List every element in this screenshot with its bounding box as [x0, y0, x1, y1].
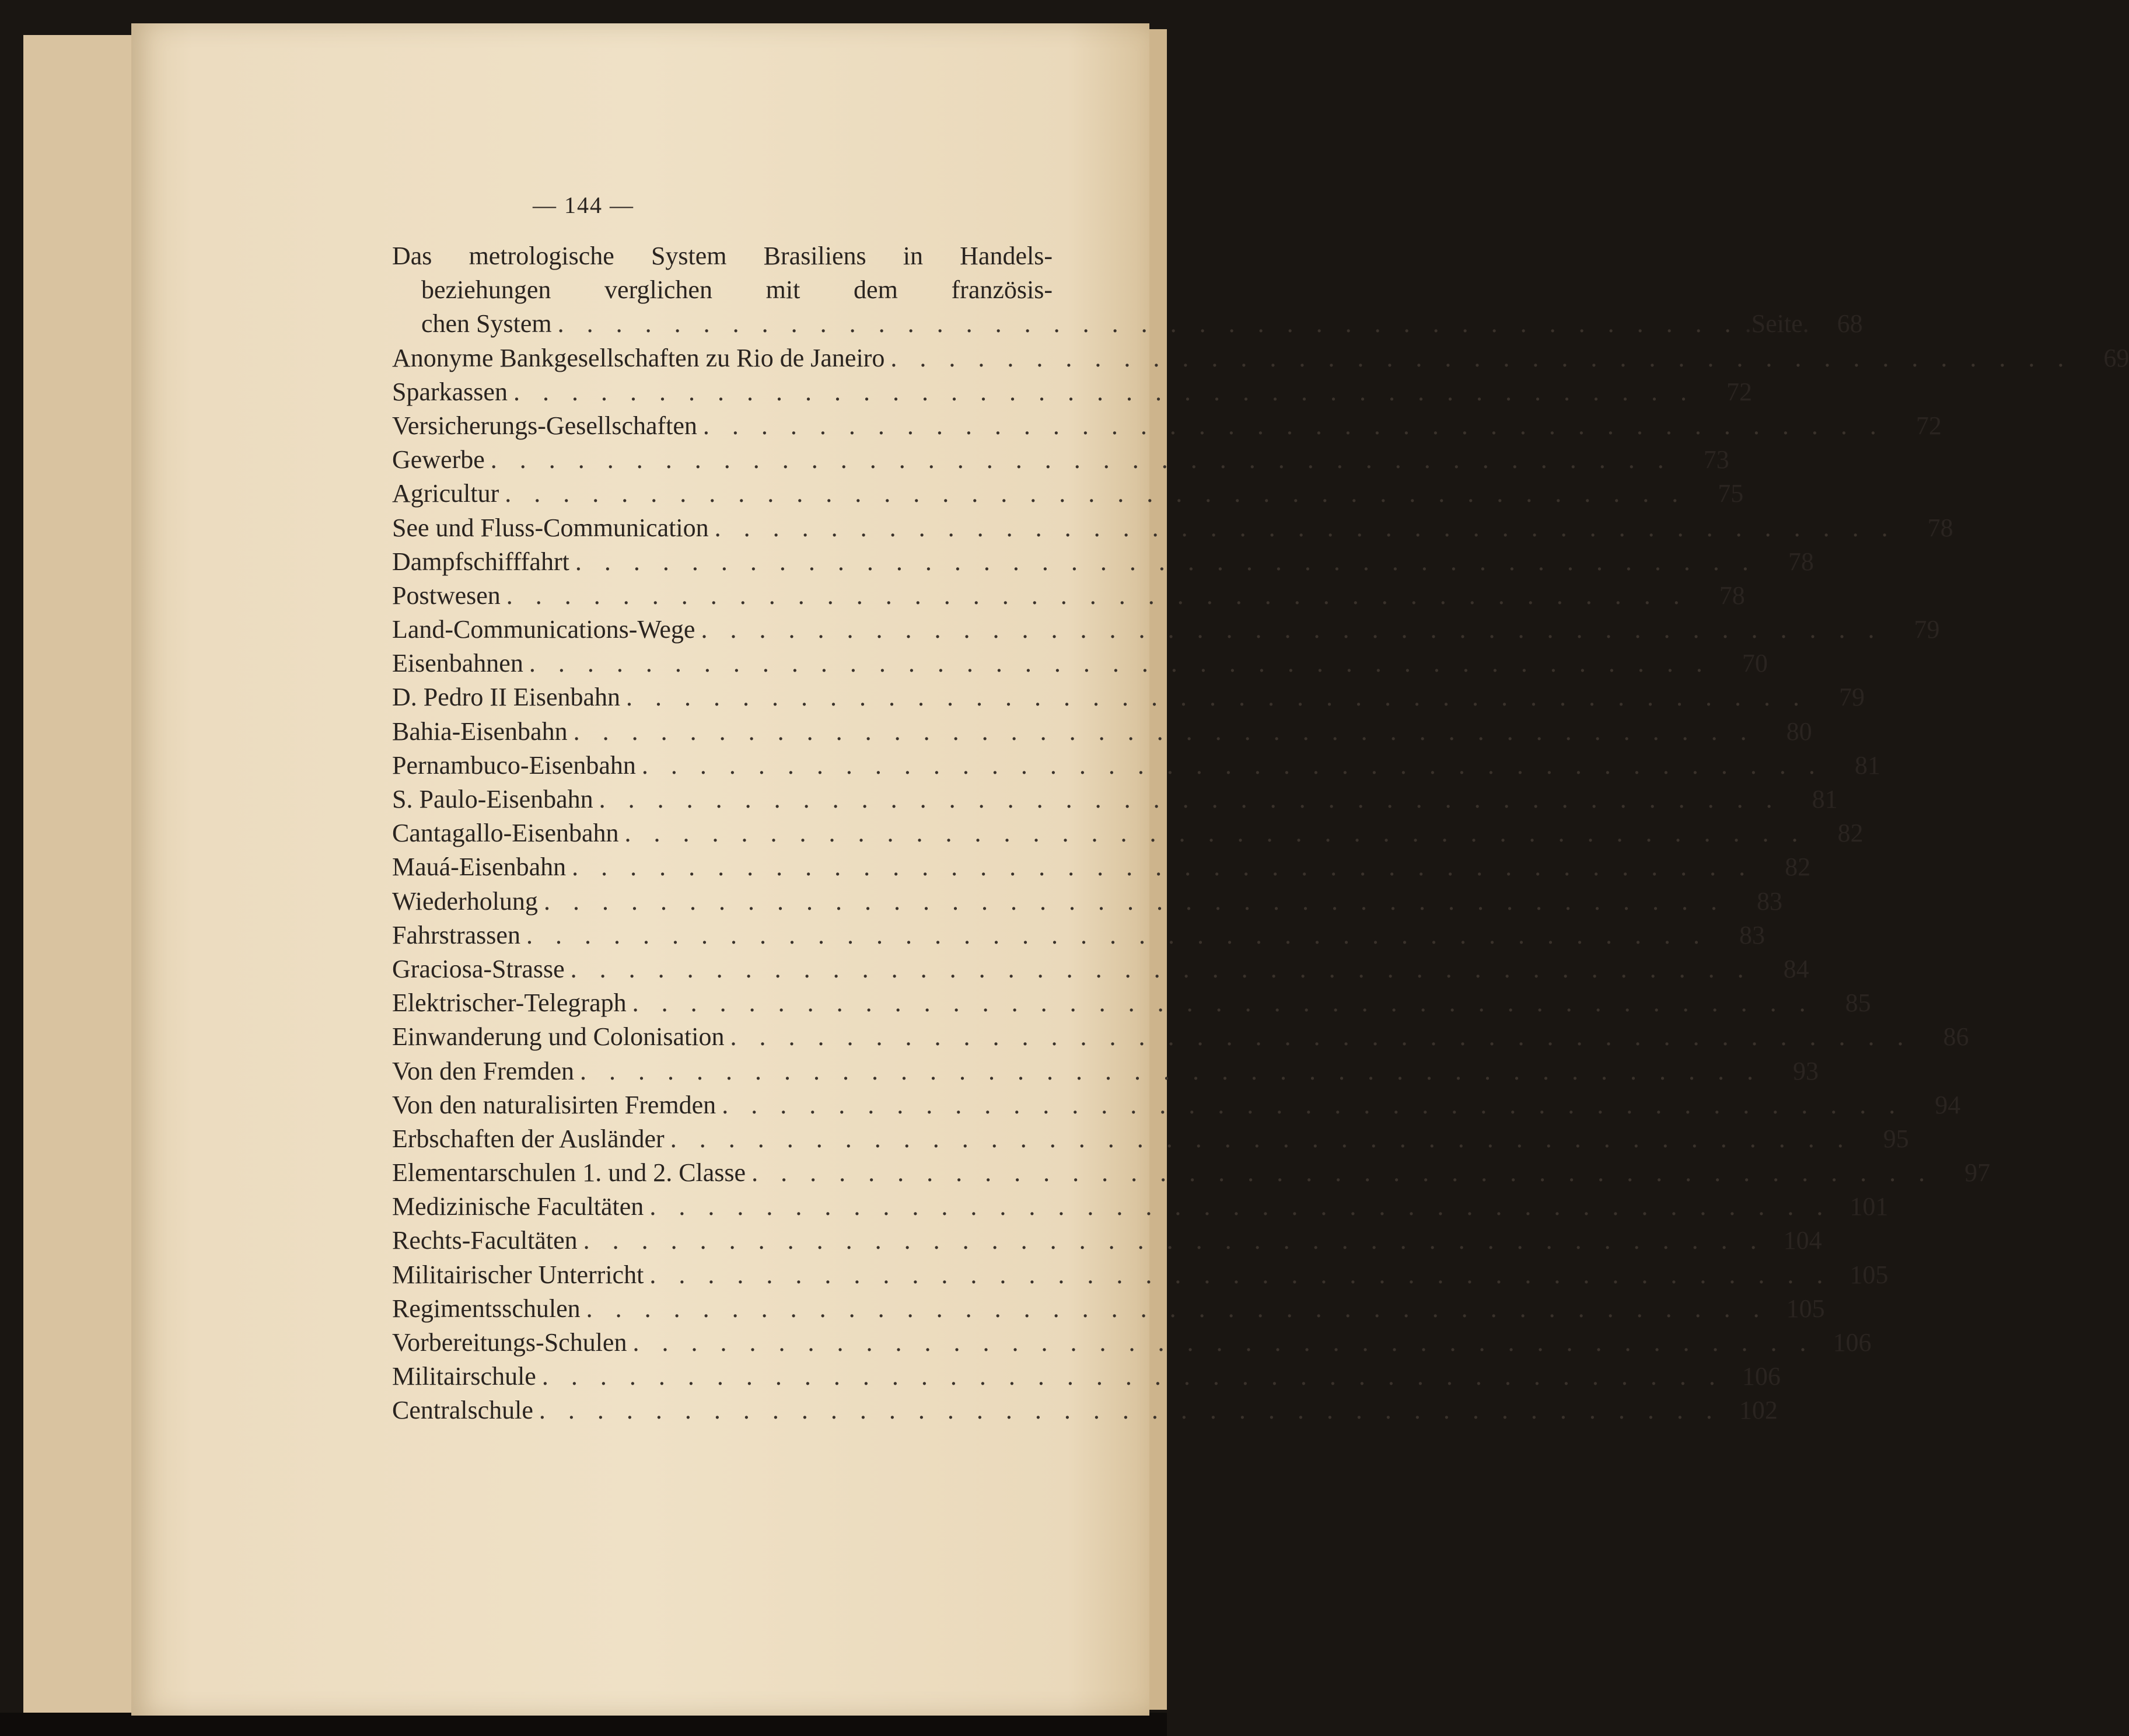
toc-entry-title: Elementarschulen 1. und 2. Classe [392, 1158, 746, 1187]
dot-leader: . . . . . . . . . . . . . . . . . . . . . . . . . . . . . . . . . . . . . . . . . [583, 1226, 1765, 1255]
toc-page-number: 72 [1726, 377, 1752, 406]
toc-entry [392, 443, 1729, 477]
page-edge [49, 35, 63, 1713]
page-edge [62, 35, 76, 1713]
toc-entry-title: beziehungen verglichen mit dem französis- [421, 275, 1053, 305]
toc-page-number: 73 [1703, 445, 1729, 474]
dot-leader: . . . . . . . . . . . . . . . . . . . . . . . . . . . . . . . . . . . . . . . . . [505, 479, 1687, 508]
toc-page-number: 93 [1793, 1056, 1819, 1085]
toc-entry [392, 1020, 1969, 1054]
toc-page-number: 94 [1935, 1090, 1961, 1119]
toc-page-number: 84 [1783, 954, 1809, 983]
toc-page-number: 105 [1850, 1260, 1889, 1289]
toc-entry-title: Mauá-Eisenbahn [392, 853, 567, 882]
toc-page-number: 80 [1786, 717, 1812, 746]
table-of-contents [392, 239, 2129, 1428]
toc-page-number: 95 [1883, 1124, 1909, 1153]
toc-page-number: 78 [1788, 547, 1814, 576]
toc-entry [392, 579, 1745, 613]
toc-page-number: 104 [1783, 1226, 1822, 1255]
dot-leader: . . . . . . . . . . . . . . . . . . . . . . . . . . . . . . . . . . . . . . . . . [513, 377, 1695, 406]
toc-entry-title: Land-Communications-Wege [392, 615, 695, 644]
toc-entry [392, 1224, 1822, 1258]
dot-leader: . . . . . . . . . . . . . . . . . . . . . . . . . . . . . . . . . . . . . . . . . [572, 853, 1754, 882]
dot-leader: . . . . . . . . . . . . . . . . . . . . . . . . . . . . . . . . . . . . . . . . . [670, 1124, 1852, 1153]
toc-page-number: 75 [1718, 479, 1744, 508]
dot-leader: . . . . . . . . . . . . . . . . . . . . . . . . . . . . . . . . . . . . . . . . . [624, 819, 1806, 848]
toc-entry-title: Anonyme Bankgesellschaften zu Rio de Janeiro [392, 343, 885, 372]
toc-entry [392, 918, 1765, 952]
toc-entry [392, 986, 1871, 1020]
dot-leader: . . . . . . . . . . . . . . . . . . . . . . . . . . . . . . . . . . . . . . . . . [575, 547, 1757, 576]
toc-entry-title: Wiederholung [392, 886, 538, 916]
toc-entry [392, 511, 1953, 545]
toc-entry [392, 1122, 1909, 1156]
toc-entries [392, 341, 2129, 1428]
toc-entry [392, 1156, 1991, 1190]
toc-page-number: 97 [1964, 1158, 1991, 1187]
toc-entry-title: Erbschaften der Ausländer [392, 1124, 665, 1153]
page-number: — 144 — [533, 192, 634, 218]
dot-leader: . . . . . . . . . . . . . . . . . . . . . . . . . . . . . . . . . . . . . . . . . [541, 1362, 1724, 1391]
toc-entry-title: D. Pedro II Eisenbahn [392, 683, 621, 712]
toc-entry-title: Von den Fremden [392, 1056, 575, 1085]
toc-entry [392, 715, 1812, 749]
toc-entry-title: Das metrologische System Brasiliens in Handels- [392, 242, 1053, 270]
toc-entry [392, 409, 1942, 443]
page-edge [23, 35, 37, 1713]
toc-entry-continuation [392, 307, 1863, 341]
toc-page-number: 86 [1943, 1022, 1969, 1052]
scan-background [0, 1713, 1167, 1736]
toc-entry [392, 885, 1782, 918]
page-edge [88, 35, 103, 1713]
toc-entry-title: See und Fluss-Communication [392, 513, 709, 542]
dot-leader: . . . . . . . . . . . . . . . . . . . . . . . . . . . . . . . . . . . . . . . . . [632, 1328, 1815, 1357]
dot-leader: . . . . . . . . . . . . . . . . . . . . . . . . . . . . . . . . . . . . . . . . . [506, 581, 1688, 610]
toc-entry [392, 1360, 1781, 1393]
dot-leader: . . . . . . . . . . . . . . . . . . . . . . . . . . . . . . . . . . . . . . . . . [526, 920, 1708, 949]
toc-entry [392, 477, 1744, 511]
toc-entry-title: Militairischer Unterricht [392, 1260, 644, 1289]
toc-entry-title: Graciosa-Strasse [392, 954, 565, 983]
toc-entry [392, 680, 1865, 714]
toc-entry-title: Pernambuco-Eisenbahn [392, 750, 636, 780]
toc-page-number: 101 [1850, 1192, 1889, 1221]
toc-page-number: 81 [1854, 750, 1880, 780]
toc-entry-title: Postwesen [392, 581, 501, 610]
toc-page-number: 78 [1927, 513, 1953, 542]
dot-leader: . . . . . . . . . . . . . . . . . . . . . . . . . . . . . . . . . . . . . . . . . [751, 1158, 1934, 1187]
dot-leader: . . . . . . . . . . . . . . . . . . . . . . . . . . . . . . . . . . . . . . . . . [557, 309, 1739, 338]
dot-leader: . . . . . . . . . . . . . . . . . . . . . . . . . . . . . . . . . . . . . . . . . [649, 1260, 1831, 1289]
dot-leader: . . . . . . . . . . . . . . . . . . . . . . . . . . . . . . . . . . . . . . . . . [890, 343, 2072, 372]
toc-entry-title: Regimentsschulen [392, 1294, 581, 1323]
dot-leader: . . . . . . . . . . . . . . . . . . . . . . . . . . . . . . . . . . . . . . . . . [626, 683, 1808, 712]
toc-entry [392, 1393, 1778, 1427]
page-edge [102, 35, 118, 1713]
toc-entry [392, 647, 1768, 680]
dot-leader: . . . . . . . . . . . . . . . . . . . . . . . . . . . . . . . . . . . . . . . . . [632, 988, 1814, 1018]
toc-page-number: 105 [1786, 1294, 1825, 1323]
dot-leader: . . . . . . . . . . . . . . . . . . . . . . . . . . . . . . . . . . . . . . . . . [649, 1192, 1831, 1221]
toc-entry-continuation [392, 273, 1053, 307]
toc-entry-title: Cantagallo-Eisenbahn [392, 819, 619, 848]
toc-page-number: 78 [1719, 581, 1745, 610]
toc-page-number: 81 [1812, 785, 1838, 813]
toc-page-number: 106 [1833, 1328, 1872, 1357]
toc-page-number: 79 [1914, 615, 1940, 644]
toc-entry-title: chen System [421, 309, 552, 338]
toc-entry-title: Agricultur [392, 479, 499, 508]
toc-page-number: 68 [1837, 309, 1863, 338]
toc-entry-title: Versicherungs-Gesellschaften [392, 411, 697, 440]
toc-entry [392, 1190, 1889, 1224]
toc-entry [392, 783, 1838, 816]
toc-entry-title: Einwanderung und Colonisation [392, 1022, 725, 1052]
toc-entry [392, 1088, 1961, 1122]
dot-leader: . . . . . . . . . . . . . . . . . . . . . . . . . . . . . . . . . . . . . . . . . [490, 445, 1672, 474]
toc-entry-title: Sparkassen [392, 377, 508, 406]
toc-entry-title: Rechts-Facultäten [392, 1226, 578, 1255]
toc-page-number: 82 [1837, 819, 1864, 848]
dot-leader: . . . . . . . . . . . . . . . . . . . . . . . . . . . . . . . . . . . . . . . . . [599, 785, 1781, 813]
toc-entry [392, 850, 1811, 884]
toc-entry [392, 1054, 1819, 1088]
toc-entry-title: Eisenbahnen [392, 649, 523, 678]
toc-page-number: 82 [1785, 853, 1811, 882]
toc-page-number: 85 [1845, 988, 1871, 1018]
toc-entry [392, 613, 1940, 647]
dot-leader: . . . . . . . . . . . . . . . . . . . . . . . . . . . . . . . . . . . . . . . . . [529, 649, 1711, 678]
toc-entry-first-line [392, 239, 1053, 273]
toc-entry [392, 1292, 1825, 1326]
page-edge [36, 35, 50, 1713]
dot-leader: . . . . . . . . . . . . . . . . . . . . . . . . . . . . . . . . . . . . . . . . . [730, 1022, 1912, 1052]
toc-page-number: 106 [1742, 1362, 1781, 1391]
toc-entry [392, 1258, 1889, 1292]
toc-entry-title: Fahrstrassen [392, 920, 520, 949]
dot-leader: . . . . . . . . . . . . . . . . . . . . . . . . . . . . . . . . . . . . . . . . . [586, 1294, 1768, 1323]
toc-entry [392, 545, 1814, 579]
dot-leader: . . . . . . . . . . . . . . . . . . . . . . . . . . . . . . . . . . . . . . . . . [702, 411, 1885, 440]
toc-entry [392, 952, 1809, 986]
dot-leader: . . . . . . . . . . . . . . . . . . . . . . . . . . . . . . . . . . . . . . . . . [722, 1090, 1904, 1119]
toc-entry-title: Elektrischer-Telegraph [392, 988, 627, 1018]
toc-entry-title: Gewerbe [392, 445, 485, 474]
dot-leader: . . . . . . . . . . . . . . . . . . . . . . . . . . . . . . . . . . . . . . . . . [543, 886, 1725, 916]
toc-page-number: 69 [2103, 343, 2129, 372]
dot-leader: . . . . . . . . . . . . . . . . . . . . . . . . . . . . . . . . . . . . . . . . . [714, 513, 1896, 542]
toc-entry-title: Vorbereitungs-Schulen [392, 1328, 627, 1357]
toc-entry [392, 375, 1752, 409]
page-edge [117, 35, 132, 1713]
toc-entry-title: Militairschule [392, 1362, 536, 1391]
dot-leader: . . . . . . . . . . . . . . . . . . . . . . . . . . . . . . . . . . . . . . . . . [573, 717, 1755, 746]
dot-leader: . . . . . . . . . . . . . . . . . . . . . . . . . . . . . . . . . . . . . . . . . [580, 1056, 1762, 1085]
dot-leader: . . . . . . . . . . . . . . . . . . . . . . . . . . . . . . . . . . . . . . . . . [641, 750, 1823, 780]
toc-page-number: 83 [1739, 920, 1765, 949]
seite-label: .Seite. [1745, 309, 1809, 338]
toc-entry [392, 749, 1880, 783]
toc-entry [392, 816, 1864, 850]
toc-entry-title: Dampfschifffahrt [392, 547, 569, 576]
page-edge [75, 35, 89, 1713]
toc-entry [392, 1326, 1872, 1360]
toc-page-number: 79 [1839, 683, 1865, 712]
dot-leader: . . . . . . . . . . . . . . . . . . . . . . . . . . . . . . . . . . . . . . . . . [570, 954, 1752, 983]
toc-entry-title: Medizinische Facultäten [392, 1192, 644, 1221]
toc-entry-title: Von den naturalisirten Fremden [392, 1090, 716, 1119]
toc-entry [392, 341, 2129, 375]
toc-page-number: 102 [1739, 1396, 1778, 1425]
toc-entry-title: S. Paulo-Eisenbahn [392, 785, 593, 813]
toc-entry-title: Bahia-Eisenbahn [392, 717, 568, 746]
dot-leader: . . . . . . . . . . . . . . . . . . . . . . . . . . . . . . . . . . . . . . . . . [701, 615, 1883, 644]
dot-leader: . . . . . . . . . . . . . . . . . . . . . . . . . . . . . . . . . . . . . . . . . [539, 1396, 1721, 1425]
toc-entry-title: Centralschule [392, 1396, 533, 1425]
toc-page-number: 72 [1915, 411, 1942, 440]
toc-page-number: 70 [1742, 649, 1768, 678]
toc-page-number: 83 [1756, 886, 1782, 916]
